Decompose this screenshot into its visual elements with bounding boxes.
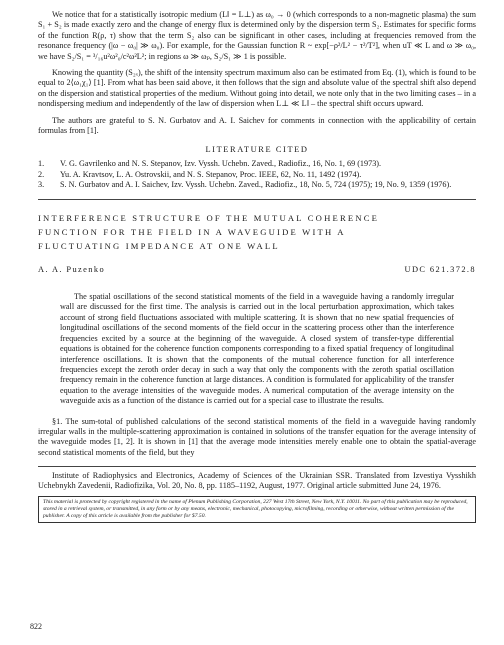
reference-number: 3. xyxy=(38,179,45,189)
copyright-notice: This material is protected by copyright registered in the name of Plenum Publishing Corporation, 227 West 17th Street, New York, N.Y. 10011. No part of this publication may be reproduced, stored in a retrieval system, or transmitted, in any form or by any means, electronic, mechanical, photocopying, microfilming, recording or otherwise, without written permission of the publisher. A copy of this article is available from the publisher for $7.50. xyxy=(38,496,476,523)
author-line xyxy=(38,265,476,274)
article-title-line: FLUCTUATING IMPEDANCE AT ONE WALL xyxy=(38,241,280,252)
literature-cited-heading: LITERATURE CITED xyxy=(205,145,309,155)
author-name: A. A. Puzenko xyxy=(38,265,106,275)
section-1-text: §1. The sum-total of published calculations of the second statistical moments of the field in a waveguide having randomly irregular walls in the multiple-scattering approximation is contained in solutions of the transfer equation for the average intensity of the waveguide modes [1, 2]. It is shown in [1] that the average mode intensities merely enable one to obtain the spatial-average second statistical moments of the field, but they xyxy=(38,416,476,457)
reference-text: V. G. Gavrilenko and N. S. Stepanov, Izv. Vyssh. Uchebn. Zaved., Radiofiz., 16, No. 1, 69 (1973). xyxy=(60,159,382,169)
article-title xyxy=(38,211,476,253)
section-divider xyxy=(38,199,476,200)
article-title-line: INTERFERENCE STRUCTURE OF THE MUTUAL COHERENCE xyxy=(38,213,380,224)
footnote-divider xyxy=(38,466,476,467)
page-number: 822 xyxy=(30,622,42,631)
article-title-line: FUNCTION FOR THE FIELD IN A WAVEGUIDE WITH A xyxy=(38,227,346,238)
reference-number: 2. xyxy=(38,169,45,179)
reference-item xyxy=(38,170,476,180)
reference-text: S. N. Gurbatov and A. I. Saichev, Izv. Vyssh. Uchebn. Zaved., Radiofiz., 18, No. 5, 724 (1975); 19, No. 9, 1359 (1976). xyxy=(60,179,452,189)
abstract-text: The spatial oscillations of the second statistical moments of the field in a waveguide having a randomly irregular wall are discussed for the first time. The analysis is carried out in the local perturbation approximation, which takes account of strong field fluctuations associated with multiple scattering. It is shown that no new spatial frequencies of longitudinal oscillations of the second moments of the field occur in the scattering process other than the interference frequencies excited by a source at the beginning of the waveguide. A closed system of transfer-type differential equations is obtained for the coherence function components corresponding to a fixed spatial frequency of longitudinal interference oscillations. It is shown that the components of the mutual coherence function for all interference frequencies except the zeroth order decay in such a way that only the components with the zeroth spatial oscillation frequency remain in the coherence function at large distances. A condition is formulated for applicability of the transfer equation to the average intensities of the waveguide modes. A numerical computation of the average intensity on the waveguide axis as a function of the distance is carried out for a special case to illustrate the results. xyxy=(60,292,454,406)
abstract xyxy=(60,292,454,406)
page-content xyxy=(38,10,476,523)
reference-item xyxy=(38,159,476,169)
intro-paragraph-2: Knowing the quantity (S₂ₓ), the shift of the intensity spectrum maximum also can be estimated from Eq. (1), which is found to be equal to 2⟨ω₁χ₁⟩ [1]. From what has been said above, it then follows that the sign and absolute value of the spectral shift also depend on the dispersion and statistical properties of the medium. Without going into detail, we note only that in the two limiting cases – in a nondispersing medium and independently of the law of dispersion when L⊥ ≪ L‖ – the spectral shift occurs upward. xyxy=(38,68,476,109)
reference-item xyxy=(38,180,476,190)
acknowledgment-paragraph: The authors are grateful to S. N. Gurbatov and A. I. Saichev for comments in connection with the applicability of certain formulas from [1]. xyxy=(38,115,476,136)
reference-text: Yu. A. Kravtsov, L. A. Ostrovskii, and N. S. Stepanov, Proc. IEEE, 62, No. 11, 1492 (1974). xyxy=(60,169,362,179)
intro-paragraph-1: We notice that for a statistically isotropic medium (L‖ = L⊥) as ω₀ → 0 (which corresponds to a non-magnetic plasma) the sum S₁ + S₂ is made exactly zero and the change of energy flux is determined only by the dispersion term S₂. Estimates for specific forms of the function R(ρ, τ) show that the term S₂ also can be significant in other cases, including at frequencies removed from the resonance frequency (|ω − ω₀| ≫ ω₀). For example, for the Gaussian function R ~ exp[−ρ²/L² − τ²/T²], when uT ≪ L and ω ≫ ω₀, we have S₂/S₁ = ³/₁₆u²ω²₀/c²ω²L²; in regions ω ≫ ωₚ, S₂/S₁ ≫ 1 is possible. xyxy=(38,10,476,61)
affiliation-footnote: Institute of Radiophysics and Electronics, Academy of Sciences of the Ukrainian SSR. Translated from Izvestiya Vysshikh Uchebnykh Zavedenii, Radiofizika, Vol. 20, No. 8, pp. 1185–1192, August, 1977. Original article submitted June 24, 1976. xyxy=(38,471,476,491)
udc-code: UDC 621.372.8 xyxy=(404,265,476,275)
reference-number: 1. xyxy=(38,159,45,169)
